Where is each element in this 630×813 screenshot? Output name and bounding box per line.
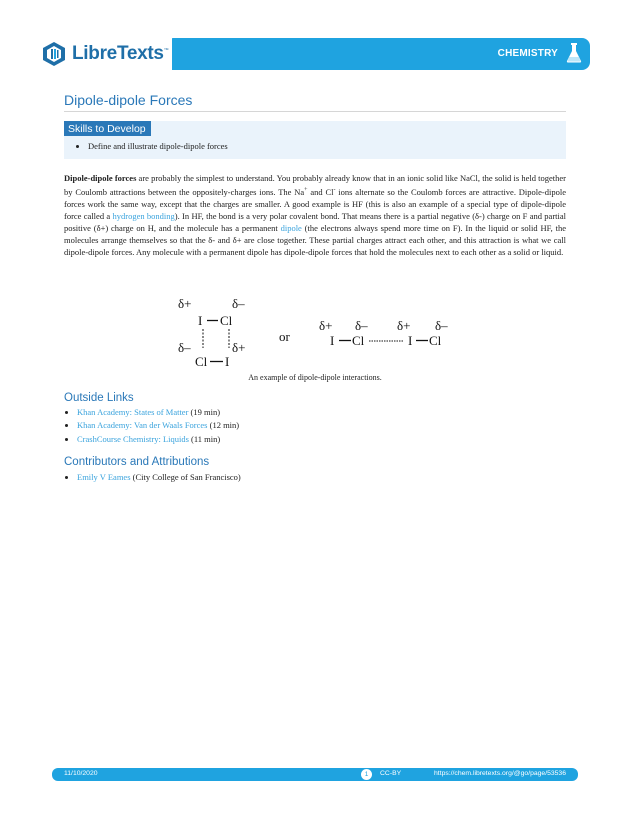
hydrogen-bonding-link[interactable]: hydrogen bonding — [112, 211, 175, 222]
logo-icon — [42, 41, 66, 67]
footer-date: 11/10/2020 — [64, 770, 98, 777]
label-delta-plus: δ+ — [319, 318, 333, 333]
bold-lead: Dipole-dipole forces — [64, 173, 137, 183]
khan-states-link[interactable]: Khan Academy: States of Matter — [77, 407, 189, 417]
label-delta-minus: δ– — [232, 296, 245, 311]
footer-url[interactable]: https://chem.libretexts.org/@go/page/53536 — [434, 770, 566, 777]
title-divider — [64, 111, 566, 112]
page-number-badge: 1 — [361, 769, 372, 780]
crashcourse-link[interactable]: CrashCourse Chemistry: Liquids — [77, 433, 189, 444]
atom-chlorine: Cl — [220, 313, 233, 328]
list-item: • Khan Academy: States of Matter (19 min) — [77, 406, 239, 419]
license-label: CC-BY — [380, 770, 402, 777]
libretexts-logo[interactable] — [42, 36, 172, 72]
figure-caption: An example of dipole-dipole interactions. — [248, 373, 382, 382]
or-label: or — [279, 329, 290, 344]
page-footer — [52, 768, 578, 781]
atom-iodine: I — [198, 313, 203, 328]
label-delta-minus: δ– — [178, 340, 191, 355]
page-header — [42, 36, 590, 72]
khan-vdw-link[interactable]: Khan Academy: Van der Waals Forces — [77, 420, 208, 431]
label-delta-minus: δ– — [435, 318, 448, 333]
list-item: • Emily V Eames (City College of San Francisco) — [77, 471, 241, 484]
atom-iodine: I — [408, 333, 413, 348]
skills-tag: Skills to Develop — [64, 121, 151, 136]
label-delta-minus: δ– — [355, 318, 368, 333]
atom-iodine: I — [330, 333, 335, 348]
list-item: • CrashCourse Chemistry: Liquids (11 min) — [77, 433, 239, 446]
subject-label: CHEMISTRY — [497, 48, 558, 59]
dipole-link[interactable]: dipole — [280, 223, 302, 234]
body-paragraph: Dipole-dipole forces are probably the simplest to understand. You probably already know that in an ionic solid like NaCl, the solid is held together by Coulomb attractions between the oppositely-charges ions. The Na+ and Cl- ions alternate so the Coulomb forces are attractive. Dipole-dipole forces work the same way, except that the charges are smaller. A good example is HF (this is also an example of a special type of dipole-dipole force called a hydrogen bonding). In HF, the bond is a very polar covalent bond. That means there is a partial negative (δ-) charge on F and partial positive (δ+) charge on H, and the molecule has a permanent dipole (the electrons always spend more time on F). In the liquid or solid HF, the molecules arrange themselves so that the δ- and δ+ are close together. These partial charges attract each other, and this attraction is what we call dipole-dipole forces. Any molecule with a permanent dipole has dipole-dipole forces that hold the molecules next to each other as a solid or liquid. — [64, 173, 567, 258]
outside-links-list — [64, 406, 239, 446]
label-delta-plus: δ+ — [232, 340, 246, 355]
logo-wordmark: LibreTexts™ — [72, 43, 169, 64]
outside-links-heading: Outside Links — [64, 392, 134, 404]
label-delta-plus: δ+ — [397, 318, 411, 333]
atom-chlorine: Cl — [195, 354, 208, 369]
skills-box — [64, 121, 566, 159]
label-delta-plus: δ+ — [178, 296, 192, 311]
contributors-list — [64, 471, 241, 484]
skills-list — [74, 141, 228, 151]
dipole-diagram — [174, 296, 464, 370]
list-item: • Khan Academy: Van der Waals Forces (12 min) — [77, 419, 239, 432]
flask-icon — [566, 43, 582, 63]
atom-iodine: I — [225, 354, 230, 369]
skills-item: • Define and illustrate dipole-dipole forces — [88, 141, 228, 151]
subject-banner — [174, 38, 590, 70]
atom-chlorine: Cl — [352, 333, 365, 348]
atom-chlorine: Cl — [429, 333, 442, 348]
contributors-heading: Contributors and Attributions — [64, 456, 210, 468]
contributor-link[interactable]: Emily V Eames — [77, 472, 131, 482]
page-title: Dipole-dipole Forces — [64, 92, 193, 108]
